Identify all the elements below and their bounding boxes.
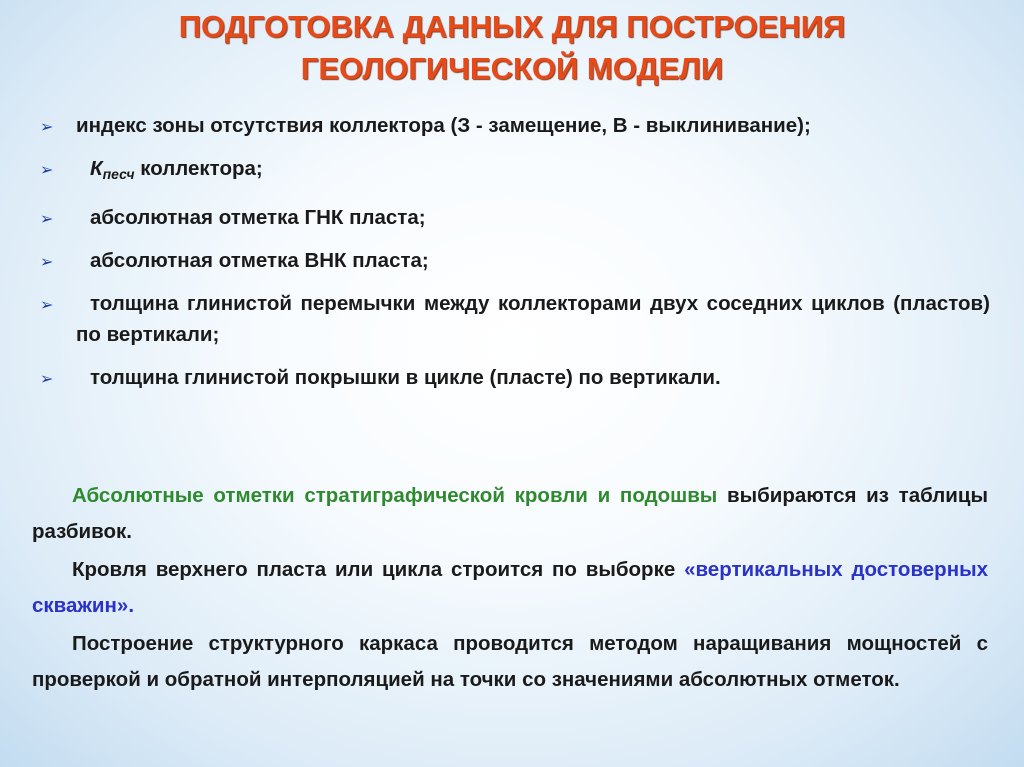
- slide-title: [0, 6, 1024, 90]
- bullet-text: абсолютная отметка ВНК пласта;: [90, 249, 429, 272]
- bullet-item: [38, 202, 990, 233]
- bullet-text: абсолютная отметка ГНК пласта;: [90, 206, 426, 229]
- bullet-item: [38, 245, 990, 276]
- bullet-item: [38, 153, 990, 190]
- paragraph-2-main: Кровля верхнего пласта или цикла строится по выборке: [72, 558, 685, 581]
- bullet-text: толщина глинистой перемычки между коллекторами двух соседних циклов (пластов) по вертикали;: [76, 292, 990, 346]
- slide-title-line-2: ГЕОЛОГИЧЕСКОЙ МОДЕЛИ: [300, 51, 724, 86]
- paragraph-3: Построение структурного каркаса проводится методом наращивания мощностей с проверкой и обратной интерполяцией на точки со значениями абсолютных отметок.: [32, 632, 988, 691]
- arrow-right-icon: ➢: [40, 209, 54, 228]
- paragraph-2-blue: «вертикальных достоверных скважин».: [32, 558, 988, 617]
- bullet-item: [38, 110, 990, 141]
- bullet-text: [76, 153, 990, 190]
- body-paragraphs: [32, 478, 988, 700]
- paragraph-2: [32, 552, 988, 624]
- bullet-text-rest: коллектора;: [134, 157, 263, 180]
- bullet-item: [38, 288, 990, 350]
- paragraph-1-rest: выбираются из таблицы разбивок.: [32, 484, 989, 543]
- bullet-list: [38, 110, 990, 405]
- paragraph-1: [32, 478, 988, 550]
- arrow-right-icon: ➢: [40, 160, 54, 179]
- slide-title-line-1: ПОДГОТОВКА ДАННЫХ ДЛЯ ПОСТРОЕНИЯ: [178, 9, 846, 44]
- arrow-right-icon: ➢: [40, 252, 54, 271]
- arrow-right-icon: ➢: [40, 295, 54, 314]
- bullet-text: толщина глинистой покрышки в цикле (пласте) по вертикали.: [90, 366, 721, 389]
- arrow-right-icon: ➢: [40, 117, 54, 136]
- k-subscript: песч: [102, 166, 135, 182]
- bullet-item: [38, 362, 990, 393]
- k-symbol: К: [90, 157, 103, 180]
- bullet-text: индекс зоны отсутствия коллектора (З - замещение, В - выклинивание);: [76, 114, 811, 137]
- arrow-right-icon: ➢: [40, 369, 54, 388]
- paragraph-1-green: Абсолютные отметки стратиграфической кровли и подошвы: [72, 484, 718, 507]
